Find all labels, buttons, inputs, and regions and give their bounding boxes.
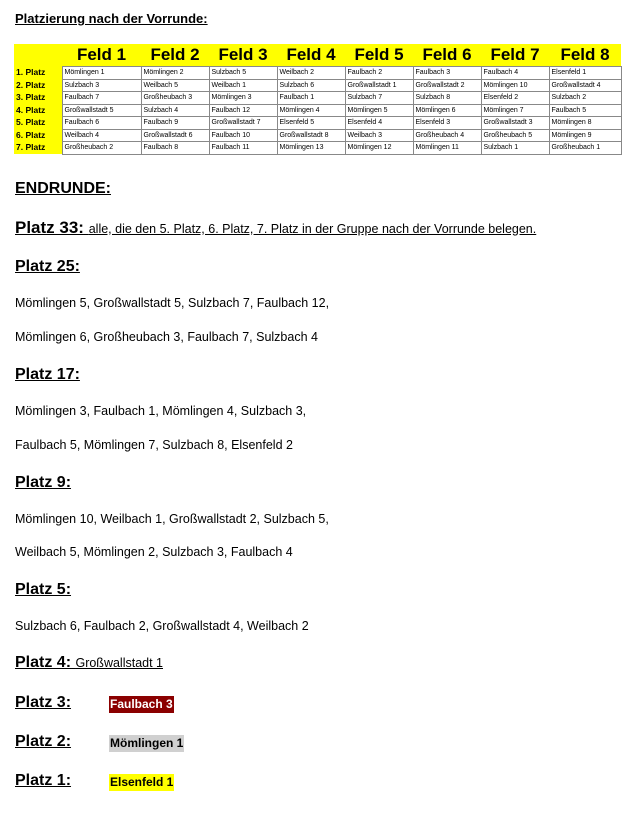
column-header: Feld 2 [141, 44, 209, 67]
table-cell: Großheubach 4 [413, 129, 481, 142]
table-cell: Mömlingen 8 [549, 117, 621, 130]
table-cell: Faulbach 6 [62, 117, 141, 130]
table-row [14, 67, 621, 80]
table-row [14, 104, 621, 117]
platz17-heading: Platz 17: [15, 366, 80, 383]
table-row [14, 142, 621, 155]
table-row [14, 79, 621, 92]
platz17-line2: Faulbach 5, Mömlingen 7, Sulzbach 8, Elsenfeld 2 [15, 438, 293, 452]
table-cell: Mömlingen 10 [481, 79, 549, 92]
platz9-line2: Weilbach 5, Mömlingen 2, Sulzbach 3, Faulbach 4 [15, 545, 293, 559]
platz3-team-highlight: Faulbach 3 [110, 697, 173, 711]
table-cell: Mömlingen 9 [549, 129, 621, 142]
platz25-line2: Mömlingen 6, Großheubach 3, Faulbach 7, Sulzbach 4 [15, 330, 318, 344]
platz9-heading: Platz 9: [15, 474, 72, 491]
table-cell: Großwallstadt 3 [481, 117, 549, 130]
table-cell: Weilbach 2 [277, 67, 345, 80]
table-cell: Mömlingen 3 [209, 92, 277, 105]
platz1-heading: Platz 1: [15, 772, 72, 789]
table-row [14, 129, 621, 142]
platz4-heading [15, 654, 163, 672]
table-cell: Sulzbach 7 [345, 92, 413, 105]
platz25-heading: Platz 25: [15, 258, 80, 275]
table-cell: Faulbach 3 [413, 67, 481, 80]
endrunde-heading: ENDRUNDE: [15, 180, 111, 197]
table-cell: Sulzbach 5 [209, 67, 277, 80]
platz33-heading [15, 218, 536, 238]
table-cell: Mömlingen 6 [413, 104, 481, 117]
table-row [14, 117, 621, 130]
table-cell: Faulbach 7 [62, 92, 141, 105]
table-cell: Mömlingen 11 [413, 142, 481, 155]
table-cell: Mömlingen 5 [345, 104, 413, 117]
column-header: Feld 5 [345, 44, 413, 67]
row-header: 4. Platz [14, 104, 62, 117]
table-cell: Mömlingen 12 [345, 142, 413, 155]
table-row [14, 92, 621, 105]
platz9-line1: Mömlingen 10, Weilbach 1, Großwallstadt 2, Sulzbach 5, [15, 512, 329, 526]
table-cell: Großwallstadt 2 [413, 79, 481, 92]
row-header: 6. Platz [14, 129, 62, 142]
table-cell: Mömlingen 7 [481, 104, 549, 117]
row-header: 3. Platz [14, 92, 62, 105]
column-header: Feld 7 [481, 44, 549, 67]
platz33-label: Platz 33: [15, 218, 84, 237]
column-header: Feld 8 [549, 44, 621, 67]
vorrunde-table [14, 44, 622, 155]
table-cell: Sulzbach 2 [549, 92, 621, 105]
table-cell: Weilbach 5 [141, 79, 209, 92]
table-cell: Weilbach 3 [345, 129, 413, 142]
table-cell: Großwallstadt 6 [141, 129, 209, 142]
table-cell: Sulzbach 4 [141, 104, 209, 117]
table-cell: Weilbach 4 [62, 129, 141, 142]
table-cell: Großheubach 1 [549, 142, 621, 155]
platz25-line1: Mömlingen 5, Großwallstadt 5, Sulzbach 7, Faulbach 12, [15, 296, 330, 310]
table-cell: Sulzbach 8 [413, 92, 481, 105]
table-cell: Faulbach 1 [277, 92, 345, 105]
table-cell: Elsenfeld 5 [277, 117, 345, 130]
platz3-heading: Platz 3: [15, 694, 72, 711]
table-cell: Großheubach 2 [62, 142, 141, 155]
row-header: 1. Platz [14, 67, 62, 80]
column-header: Feld 6 [413, 44, 481, 67]
column-header: Feld 1 [62, 44, 141, 67]
table-cell: Elsenfeld 4 [345, 117, 413, 130]
row-header: 5. Platz [14, 117, 62, 130]
table-cell: Faulbach 12 [209, 104, 277, 117]
platz17-line1: Mömlingen 3, Faulbach 1, Mömlingen 4, Sulzbach 3, [15, 404, 307, 418]
table-cell: Faulbach 2 [345, 67, 413, 80]
table-cell: Faulbach 8 [141, 142, 209, 155]
table-header-row [14, 44, 621, 67]
table-cell: Großwallstadt 7 [209, 117, 277, 130]
platz2-heading: Platz 2: [15, 733, 72, 750]
table-cell: Mömlingen 13 [277, 142, 345, 155]
table-cell: Sulzbach 3 [62, 79, 141, 92]
table-cell: Faulbach 9 [141, 117, 209, 130]
platz1-team-highlight: Elsenfeld 1 [110, 775, 174, 789]
column-header: Feld 4 [277, 44, 345, 67]
table-cell: Faulbach 4 [481, 67, 549, 80]
table-cell: Großheubach 3 [141, 92, 209, 105]
table-cell: Großwallstadt 1 [345, 79, 413, 92]
table-cell: Faulbach 11 [209, 142, 277, 155]
platz5-heading: Platz 5: [15, 581, 72, 598]
column-header: Feld 3 [209, 44, 277, 67]
table-cell: Weilbach 1 [209, 79, 277, 92]
table-cell: Großheubach 5 [481, 129, 549, 142]
row-header: 7. Platz [14, 142, 62, 155]
table-cell: Großwallstadt 5 [62, 104, 141, 117]
table-corner [14, 44, 62, 67]
table-cell: Mömlingen 4 [277, 104, 345, 117]
table-cell: Mömlingen 1 [62, 67, 141, 80]
row-header: 2. Platz [14, 79, 62, 92]
table-cell: Elsenfeld 2 [481, 92, 549, 105]
table-cell: Elsenfeld 3 [413, 117, 481, 130]
table-cell: Sulzbach 6 [277, 79, 345, 92]
platz2-team-highlight: Mömlingen 1 [110, 736, 184, 750]
table-cell: Mömlingen 2 [141, 67, 209, 80]
table-cell: Großwallstadt 4 [549, 79, 621, 92]
platz33-text: alle, die den 5. Platz, 6. Platz, 7. Platz in der Gruppe nach der Vorrunde belegen. [88, 222, 537, 236]
page-title: Platzierung nach der Vorrunde: [15, 11, 208, 26]
table-cell: Elsenfeld 1 [549, 67, 621, 80]
table-cell: Faulbach 10 [209, 129, 277, 142]
platz4-text: Großwallstadt 1 [75, 656, 163, 670]
platz5-line1: Sulzbach 6, Faulbach 2, Großwallstadt 4, Weilbach 2 [15, 619, 309, 633]
platz4-label: Platz 4: [15, 654, 72, 671]
table-cell: Großwallstadt 8 [277, 129, 345, 142]
table-cell: Sulzbach 1 [481, 142, 549, 155]
table-cell: Faulbach 5 [549, 104, 621, 117]
